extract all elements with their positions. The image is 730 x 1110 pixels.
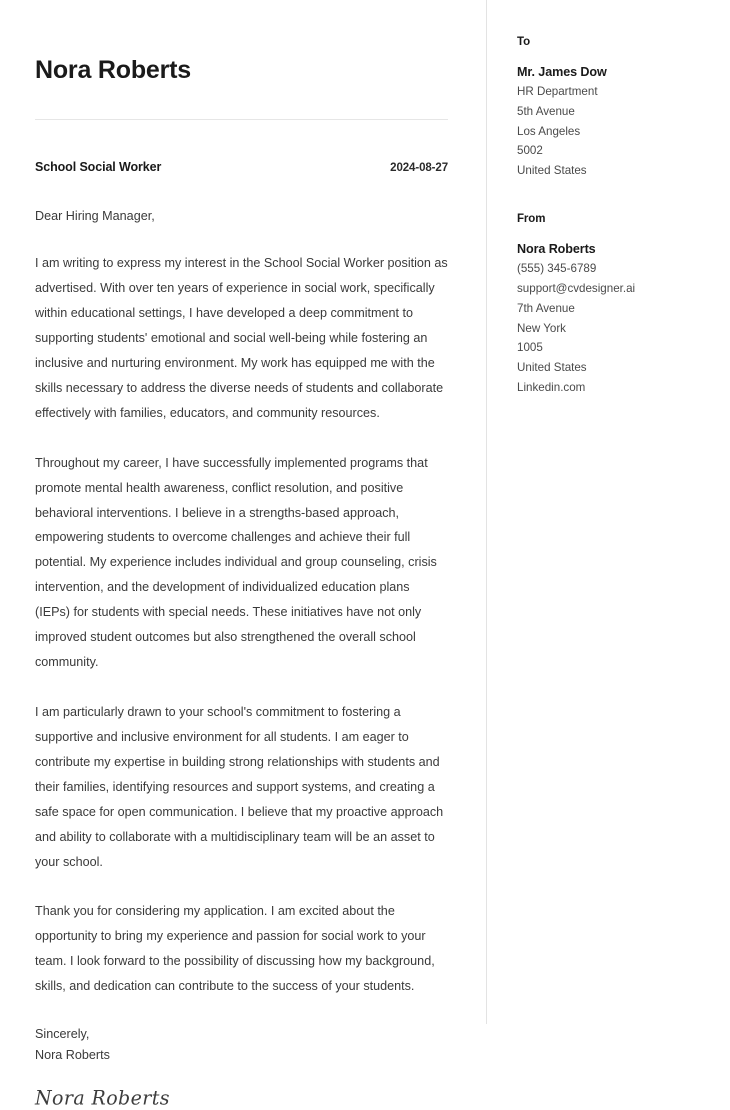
phone-line: (555) 345-6789: [517, 262, 597, 276]
closing-salutation: Sincerely,: [35, 1027, 90, 1042]
sender-label: From: [517, 213, 546, 226]
letter-paragraph: I am writing to express my interest in the School Social Worker position as advertised. With over ten years of experience in social work, specifically within educational settings, I have developed a deep commitment to supporting students' emotional and social well-being while fostering an inclusive and nurturing environment. My work has equipped me with the skills necessary to address the diverse needs of students and collaborate effectively with families, educators, and community resources.: [35, 256, 448, 420]
address-line: United States: [517, 361, 587, 375]
recipient-address: [517, 82, 710, 181]
address-line: Los Angeles: [517, 124, 581, 138]
signature: Nora Roberts: [35, 1086, 170, 1110]
closing-block: [35, 1024, 448, 1065]
address-line: United States: [517, 164, 587, 178]
job-title: School Social Worker: [35, 159, 162, 174]
title-date-row: [35, 160, 448, 174]
contact-info-column: [486, 0, 730, 1024]
closing-name: Nora Roberts: [35, 1047, 110, 1062]
recipient-label: To: [517, 36, 530, 48]
email-line[interactable]: support@cvdesigner.ai: [517, 281, 636, 295]
letter-date: 2024-08-27: [390, 161, 448, 174]
linkedin-line[interactable]: Linkedin.com: [517, 380, 586, 394]
salutation: Dear Hiring Manager,: [35, 208, 155, 223]
header-divider-rule: [35, 119, 448, 120]
address-line: 5th Avenue: [517, 104, 575, 118]
recipient-section: [517, 36, 710, 181]
letter-paragraph: Throughout my career, I have successfully implemented programs that promote mental health awareness, conflict resolution, and positive behavioral interventions. I believe in a strengths-based approach, empowering students to overcome challenges and achieve their full potential. My experience includes individual and group counseling, crisis intervention, and the development of individualized education plans (IEPs) for students with special needs. These initiatives have not only improved student outcomes but also strengthened the overall school community.: [35, 455, 437, 670]
address-line: 7th Avenue: [517, 301, 575, 315]
letter-paragraph: I am particularly drawn to your school's commitment to fostering a supportive and inclusive environment for all students. I am eager to contribute my expertise in building strong relationships with students and their families, identifying resources and support systems, and creating a safe space for open communication. I believe that my proactive approach and ability to collaborate with a multidisciplinary team will be an asset to your school.: [35, 705, 444, 869]
recipient-name: Mr. James Dow: [517, 65, 607, 79]
address-line: 5002: [517, 144, 543, 158]
sender-contact-details: [517, 259, 710, 398]
page-title: Nora Roberts: [35, 56, 191, 84]
address-line: HR Department: [517, 85, 598, 98]
column-divider: [486, 0, 487, 1024]
address-line: New York: [517, 321, 566, 335]
letter-body: [35, 251, 448, 999]
sender-name: Nora Roberts: [517, 242, 596, 257]
address-line: 1005: [517, 341, 543, 355]
sender-section: [517, 213, 710, 398]
letter-paragraph: Thank you for considering my application. I am excited about the opportunity to bring my experience and passion for social work to your team. I look forward to the possibility of discussing how my background, skills, and dedication can contribute to the success of your students.: [35, 904, 435, 994]
